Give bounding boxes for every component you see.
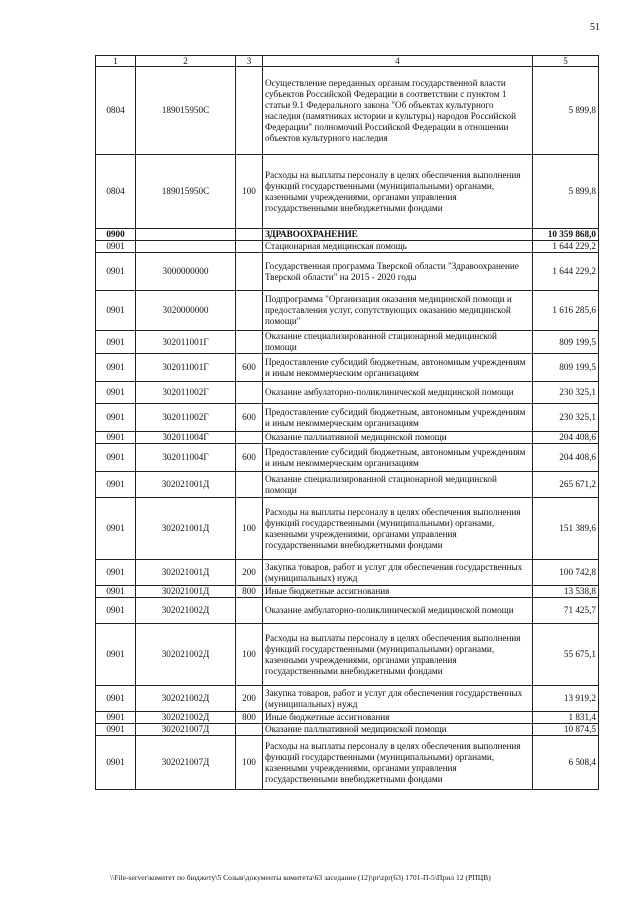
item-amount: 230 325,1 <box>533 404 599 432</box>
item-name: Закупка товаров, работ и услуг для обеспечения государственных (муниципальных) нужд <box>263 686 533 712</box>
item-name: Предоставление субсидий бюджетным, автономным учреждениям и иным некоммерческим организациям <box>263 444 533 472</box>
item-amount: 1 644 229,2 <box>533 241 599 253</box>
item-amount: 1 644 229,2 <box>533 253 599 291</box>
table-row <box>96 404 599 432</box>
article-code: 189015950С <box>136 155 236 229</box>
section-code: 0901 <box>96 712 136 724</box>
article-code: 302011002Г <box>136 404 236 432</box>
article-code: 3020000000 <box>136 291 236 331</box>
expense-type-code: 100 <box>236 155 263 229</box>
item-name: Предоставление субсидий бюджетным, автономным учреждениям и иным некоммерческим организациям <box>263 354 533 382</box>
item-amount: 5 899,8 <box>533 155 599 229</box>
table-row <box>96 253 599 291</box>
expense-type-code <box>236 253 263 291</box>
article-code: 302021002Д <box>136 686 236 712</box>
table-row <box>96 432 599 444</box>
column-header-5: 5 <box>533 56 599 67</box>
section-code: 0901 <box>96 241 136 253</box>
table-row <box>96 736 599 790</box>
article-code: 302011004Г <box>136 444 236 472</box>
article-code: 302021002Д <box>136 624 236 686</box>
expense-type-code <box>236 67 263 155</box>
item-name: ЗДРАВООХРАНЕНИЕ <box>263 229 533 241</box>
item-name: Расходы на выплаты персоналу в целях обеспечения выполнения функций государственными (муниципальными) органами, казенными учреждениями, органами управления государственными внебюджетными фондами <box>263 498 533 560</box>
table-row <box>96 712 599 724</box>
section-code: 0804 <box>96 155 136 229</box>
item-name: Предоставление субсидий бюджетным, автономным учреждениям и иным некоммерческим организациям <box>263 404 533 432</box>
item-amount: 809 199,5 <box>533 354 599 382</box>
article-code: 302021002Д <box>136 598 236 624</box>
item-amount: 204 408,6 <box>533 432 599 444</box>
column-header-1: 1 <box>96 56 136 67</box>
item-amount: 6 508,4 <box>533 736 599 790</box>
section-code: 0901 <box>96 560 136 586</box>
table-row <box>96 354 599 382</box>
table-row <box>96 560 599 586</box>
expense-type-code <box>236 291 263 331</box>
expense-type-code <box>236 598 263 624</box>
expense-type-code: 100 <box>236 498 263 560</box>
article-code: 302021007Д <box>136 724 236 736</box>
item-amount: 100 742,8 <box>533 560 599 586</box>
section-code: 0901 <box>96 598 136 624</box>
column-header-2: 2 <box>136 56 236 67</box>
item-amount: 13 538,8 <box>533 586 599 598</box>
item-name: Иные бюджетные ассигнования <box>263 712 533 724</box>
section-code: 0901 <box>96 736 136 790</box>
section-code: 0901 <box>96 498 136 560</box>
section-code: 0901 <box>96 586 136 598</box>
section-code: 0804 <box>96 67 136 155</box>
expense-type-code <box>236 382 263 404</box>
item-name: Оказание специализированной стационарной медицинской помощи <box>263 472 533 498</box>
column-header-3: 3 <box>236 56 263 67</box>
item-name: Закупка товаров, работ и услуг для обеспечения государственных (муниципальных) нужд <box>263 560 533 586</box>
table-row <box>96 624 599 686</box>
expense-type-code <box>236 331 263 354</box>
item-name: Иные бюджетные ассигнования <box>263 586 533 598</box>
item-name: Расходы на выплаты персоналу в целях обеспечения выполнения функций государственными (муниципальными) органами, казенными учреждениями, органами управления государственными внебюджетными фондами <box>263 155 533 229</box>
item-name: Подпрограмма "Организация оказания медицинской помощи и предоставления услуг, сопутствующих оказанию медицинской помощи" <box>263 291 533 331</box>
section-code: 0901 <box>96 686 136 712</box>
item-name: Расходы на выплаты персоналу в целях обеспечения выполнения функций государственными (муниципальными) органами, казенными учреждениями, органами управления государственными внебюджетными фондами <box>263 624 533 686</box>
article-code: 302011002Г <box>136 382 236 404</box>
item-amount: 1 616 285,6 <box>533 291 599 331</box>
item-name: Оказание специализированной стационарной медицинской помощи <box>263 331 533 354</box>
table-row <box>96 382 599 404</box>
table-row <box>96 331 599 354</box>
expense-type-code: 100 <box>236 736 263 790</box>
table-row <box>96 472 599 498</box>
section-code: 0901 <box>96 432 136 444</box>
item-name: Оказание амбулаторно-поликлинической медицинской помощи <box>263 598 533 624</box>
section-code: 0901 <box>96 253 136 291</box>
item-amount: 1 831,4 <box>533 712 599 724</box>
article-code: 189015950С <box>136 67 236 155</box>
expense-type-code: 800 <box>236 712 263 724</box>
file-path-footer: \\File-server\комитет по бюджету\5 Созыв\документы комитета\63 заседание (12)\pr\zpr(63) 1701-П-5\Прил 12 (РПЦВ) <box>110 873 491 882</box>
item-amount: 230 325,1 <box>533 382 599 404</box>
table-row <box>96 67 599 155</box>
expense-type-code <box>236 241 263 253</box>
column-number-row <box>96 56 599 67</box>
table-row <box>96 498 599 560</box>
section-code: 0901 <box>96 444 136 472</box>
article-code: 302021001Д <box>136 586 236 598</box>
table-row <box>96 724 599 736</box>
article-code: 302021001Д <box>136 560 236 586</box>
section-code: 0901 <box>96 382 136 404</box>
item-amount: 10 359 868,0 <box>533 229 599 241</box>
article-code <box>136 229 236 241</box>
expense-type-code <box>236 724 263 736</box>
expense-type-code <box>236 229 263 241</box>
table-row <box>96 229 599 241</box>
table-row <box>96 155 599 229</box>
expense-type-code: 800 <box>236 586 263 598</box>
article-code: 3000000000 <box>136 253 236 291</box>
item-amount: 151 389,6 <box>533 498 599 560</box>
section-code: 0901 <box>96 724 136 736</box>
article-code: 302021001Д <box>136 472 236 498</box>
item-name: Стационарная медицинская помощь <box>263 241 533 253</box>
section-code: 0901 <box>96 331 136 354</box>
expense-type-code: 600 <box>236 354 263 382</box>
table-row <box>96 444 599 472</box>
item-amount: 204 408,6 <box>533 444 599 472</box>
table-row <box>96 598 599 624</box>
item-name: Расходы на выплаты персоналу в целях обеспечения выполнения функций государственными (муниципальными) органами, казенными учреждениями, органами управления государственными внебюджетными фондами <box>263 736 533 790</box>
table-row <box>96 686 599 712</box>
item-name: Государственная программа Тверской области "Здравоохранение Тверской области" на 2015 - 2020 годы <box>263 253 533 291</box>
expense-type-code: 200 <box>236 686 263 712</box>
expense-type-code <box>236 472 263 498</box>
article-code: 302011004Г <box>136 432 236 444</box>
expense-type-code: 200 <box>236 560 263 586</box>
section-code: 0901 <box>96 291 136 331</box>
article-code <box>136 241 236 253</box>
item-name: Оказание паллиативной медицинской помощи <box>263 724 533 736</box>
article-code: 302011001Г <box>136 331 236 354</box>
section-code: 0900 <box>96 229 136 241</box>
table-row <box>96 241 599 253</box>
article-code: 302021002Д <box>136 712 236 724</box>
section-code: 0901 <box>96 624 136 686</box>
expense-type-code: 600 <box>236 444 263 472</box>
item-name: Оказание амбулаторно-поликлинической медицинской помощи <box>263 382 533 404</box>
item-amount: 10 874,5 <box>533 724 599 736</box>
budget-table-body <box>96 56 599 790</box>
item-name: Оказание паллиативной медицинской помощи <box>263 432 533 444</box>
item-name: Осуществление переданных органам государственной власти субъектов Российской Федерации в соответствии с пунктом 1 статьи 9.1 Федерального закона "Об объектах культурного наследия (памятниках истории и культуры) народов Российской Федерации" полномочий Российской Федерации в отношении объектов культурного наследия <box>263 67 533 155</box>
article-code: 302011001Г <box>136 354 236 382</box>
expense-type-code <box>236 432 263 444</box>
article-code: 302021001Д <box>136 498 236 560</box>
item-amount: 71 425,7 <box>533 598 599 624</box>
column-header-4: 4 <box>263 56 533 67</box>
table-row <box>96 586 599 598</box>
section-code: 0901 <box>96 354 136 382</box>
expense-type-code: 100 <box>236 624 263 686</box>
table-row <box>96 291 599 331</box>
budget-table <box>95 55 599 790</box>
item-amount: 5 899,8 <box>533 67 599 155</box>
item-amount: 13 919,2 <box>533 686 599 712</box>
item-amount: 265 671,2 <box>533 472 599 498</box>
item-amount: 809 199,5 <box>533 331 599 354</box>
expense-type-code: 600 <box>236 404 263 432</box>
page-number: 51 <box>590 22 600 33</box>
section-code: 0901 <box>96 404 136 432</box>
section-code: 0901 <box>96 472 136 498</box>
article-code: 302021007Д <box>136 736 236 790</box>
item-amount: 55 675,1 <box>533 624 599 686</box>
